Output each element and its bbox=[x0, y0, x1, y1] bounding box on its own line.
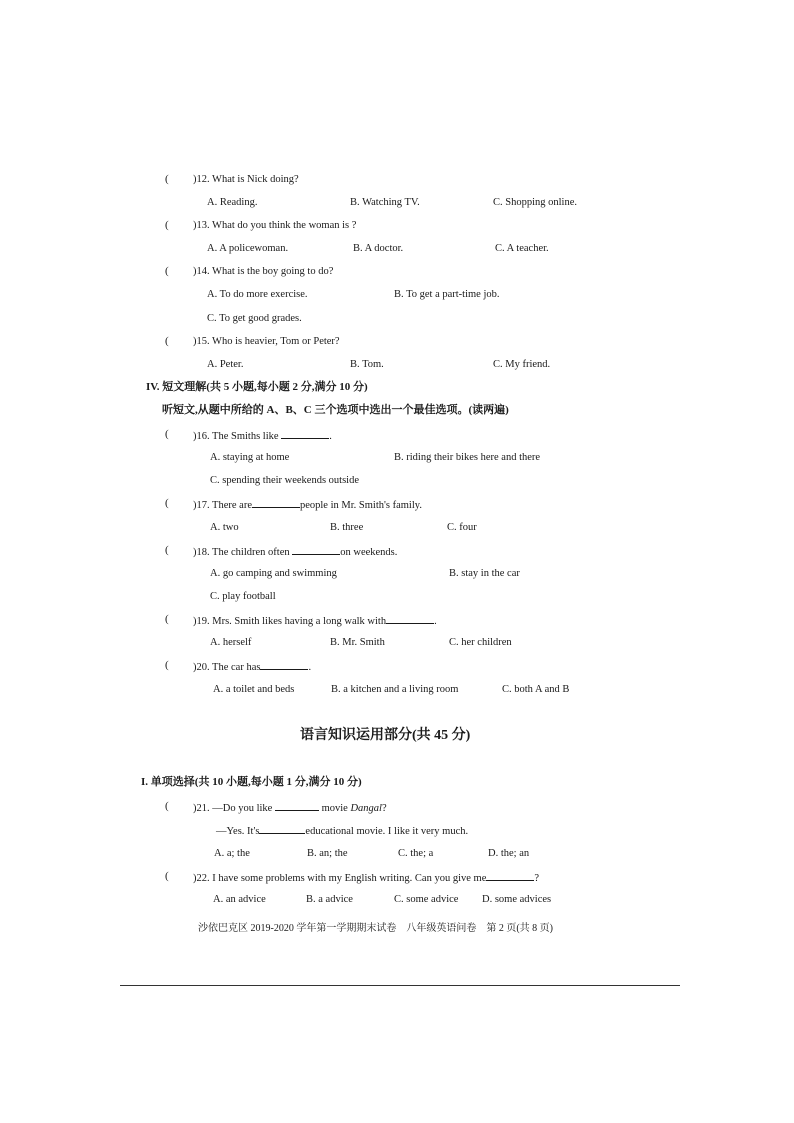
question-14: )14. What is the boy going to do? bbox=[193, 266, 334, 277]
question-21 bbox=[193, 800, 387, 815]
q21-text-end: ? bbox=[381, 803, 387, 814]
q13-option-c: C. A teacher. bbox=[495, 243, 549, 254]
q12-option-c: C. Shopping online. bbox=[493, 197, 578, 208]
q19-option-a: A. herself bbox=[210, 637, 252, 648]
answer-paren: ( bbox=[165, 800, 169, 812]
part-title: 语言知识运用部分(共 45 分) bbox=[300, 728, 471, 743]
answer-blank bbox=[486, 870, 534, 881]
q17-option-b: B. three bbox=[330, 522, 364, 533]
q22-text-end: ? bbox=[534, 873, 540, 884]
answer-paren: ( bbox=[165, 219, 169, 231]
q18-option-b: B. stay in the car bbox=[449, 568, 520, 579]
q15-option-b: B. Tom. bbox=[350, 359, 384, 370]
answer-blank bbox=[252, 497, 300, 508]
q12-option-a: A. Reading. bbox=[207, 197, 258, 208]
q21-option-d: D. the; an bbox=[488, 848, 530, 859]
q19-text-end: . bbox=[434, 616, 437, 627]
q15-option-c: C. My friend. bbox=[493, 359, 551, 370]
answer-paren: ( bbox=[165, 870, 169, 882]
answer-blank bbox=[386, 613, 434, 624]
q21-option-b: B. an; the bbox=[307, 848, 348, 859]
q20-text: )20. The car has bbox=[193, 662, 261, 673]
question-16 bbox=[193, 428, 332, 443]
q19-text: )19. Mrs. Smith likes having a long walk with bbox=[193, 616, 387, 627]
q17-option-c: C. four bbox=[447, 522, 477, 533]
q12-option-b: B. Watching TV. bbox=[350, 197, 420, 208]
answer-blank bbox=[275, 800, 319, 811]
answer-paren: ( bbox=[165, 613, 169, 625]
q17-option-a: A. two bbox=[210, 522, 239, 533]
question-22 bbox=[193, 870, 539, 885]
answer-blank bbox=[292, 544, 340, 555]
answer-paren: ( bbox=[165, 428, 169, 440]
q15-option-a: A. Peter. bbox=[207, 359, 244, 370]
answer-paren: ( bbox=[165, 659, 169, 671]
section-4-instruction: 听短文,从题中所给的 A、B、C 三个选项中选出一个最佳选项。(读两遍) bbox=[162, 404, 509, 416]
q20-text-end: . bbox=[308, 662, 312, 673]
bottom-divider bbox=[120, 985, 680, 986]
answer-blank bbox=[281, 428, 329, 439]
q16-option-a: A. staying at home bbox=[210, 452, 290, 463]
q17-text: )17. There are bbox=[193, 500, 252, 511]
q14-option-b: B. To get a part-time job. bbox=[394, 289, 500, 300]
answer-paren: ( bbox=[165, 544, 169, 556]
q22-text: )22. I have some problems with my English writing. Can you give me bbox=[193, 873, 487, 884]
answer-blank bbox=[260, 659, 308, 670]
q21-text: )21. —Do you like bbox=[193, 803, 273, 814]
q18-text: )18. The children often bbox=[193, 547, 290, 558]
q22-option-b: B. a advice bbox=[306, 894, 353, 905]
q21-option-a: A. a; the bbox=[214, 848, 250, 859]
q16-text-end: . bbox=[329, 431, 332, 442]
page-footer: 沙依巴克区 2019-2020 学年第一学期期末试卷 八年级英语问卷 第 2 页(共 8 页) bbox=[198, 923, 553, 934]
section-1-heading: I. 单项选择(共 10 小题,每小题 1 分,满分 10 分) bbox=[141, 776, 362, 788]
question-12: )12. What is Nick doing? bbox=[193, 174, 299, 185]
q21-reply bbox=[216, 823, 468, 838]
q18-text-end: on weekends. bbox=[340, 547, 398, 558]
q21-movie-title: Dangal bbox=[350, 803, 382, 814]
answer-paren: ( bbox=[165, 335, 169, 347]
q22-option-c: C. some advice bbox=[394, 894, 459, 905]
answer-paren: ( bbox=[165, 173, 169, 185]
answer-paren: ( bbox=[165, 497, 169, 509]
q22-option-a: A. an advice bbox=[213, 894, 266, 905]
q18-option-a: A. go camping and swimming bbox=[210, 568, 337, 579]
q14-option-a: A. To do more exercise. bbox=[207, 289, 308, 300]
q17-text-end: people in Mr. Smith's family. bbox=[299, 500, 422, 511]
q20-option-a: A. a toilet and beds bbox=[213, 684, 295, 695]
question-20 bbox=[193, 659, 311, 674]
q16-text: )16. The Smiths like bbox=[193, 431, 279, 442]
question-17 bbox=[193, 497, 422, 512]
q18-option-c: C. play football bbox=[210, 591, 276, 602]
q21-movie-label: movie bbox=[321, 803, 348, 814]
q21-option-c: C. the; a bbox=[398, 848, 434, 859]
q20-option-b: B. a kitchen and a living room bbox=[331, 684, 459, 695]
q19-option-b: B. Mr. Smith bbox=[330, 637, 385, 648]
section-4-heading: IV. 短文理解(共 5 小题,每小题 2 分,满分 10 分) bbox=[146, 381, 368, 393]
question-13: )13. What do you think the woman is ? bbox=[193, 220, 357, 231]
answer-blank bbox=[259, 823, 305, 834]
q13-option-b: B. A doctor. bbox=[353, 243, 404, 254]
question-18 bbox=[193, 544, 397, 559]
q13-option-a: A. A policewoman. bbox=[207, 243, 289, 254]
q14-option-c: C. To get good grades. bbox=[207, 313, 302, 324]
q22-option-d: D. some advices bbox=[482, 894, 552, 905]
q16-option-b: B. riding their bikes here and there bbox=[394, 452, 541, 463]
question-15: )15. Who is heavier, Tom or Peter? bbox=[193, 336, 340, 347]
q21-reply-text: —Yes. It's bbox=[216, 826, 260, 837]
q21-reply-end: educational movie. I like it very much. bbox=[305, 826, 469, 837]
question-19 bbox=[193, 613, 437, 628]
answer-paren: ( bbox=[165, 265, 169, 277]
q16-option-c: C. spending their weekends outside bbox=[210, 475, 360, 486]
q20-option-c: C. both A and B bbox=[502, 684, 570, 695]
q19-option-c: C. her children bbox=[449, 637, 512, 648]
